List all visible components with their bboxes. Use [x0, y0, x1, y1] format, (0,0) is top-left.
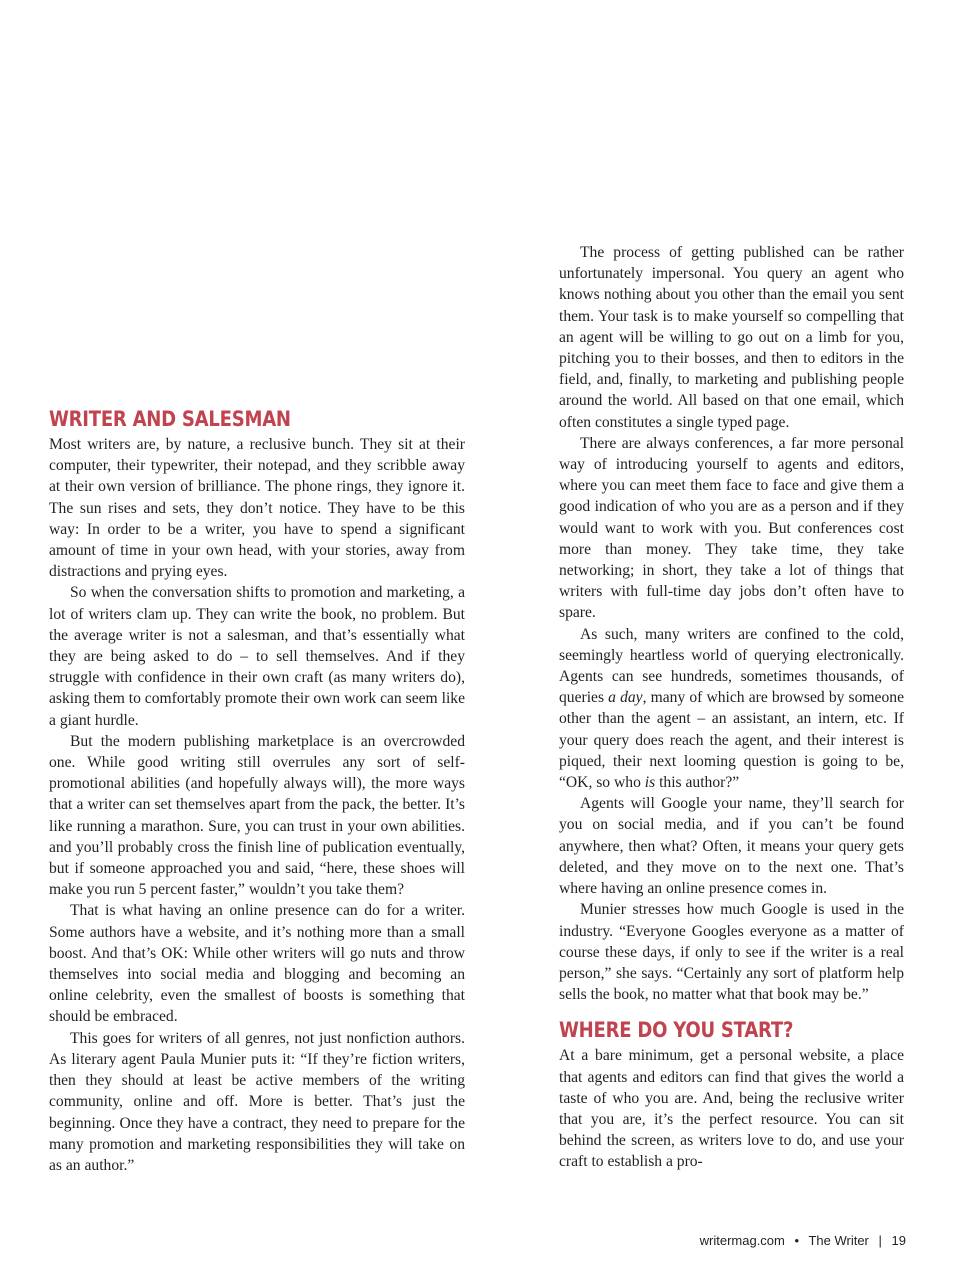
- body-paragraph: But the modern publishing marketplace is an overcrowded one. While good writing still overrules any sort of self-promotional abilities (and hopefully always will), the more ways that a writer can set themselves apart from the pack, the better. It’s like running a marathon. Sure, you can trust in your own abilities. and you’ll probably cross the finish line of publication eventually, but if someone approached you and said, “here, these shoes will make you run 5 percent faster,” wouldn’t you take them?: [49, 732, 465, 899]
- body-paragraph: The process of getting published can be rather unfortunately impersonal. You query an agent who knows nothing about you other than the email you sent them. Your task is to make yourself so compelling that an agent will be willing to go out on a limb for you, pitching you to their bosses, and then to editors in the field, and, finally, to marketing and publishing people around the world. All based on that one email, which often constitutes a single typed page.: [559, 244, 904, 431]
- italic-text: a day: [608, 689, 643, 707]
- pipe-divider: |: [878, 1233, 882, 1248]
- footer-site: writermag.com: [699, 1233, 785, 1248]
- body-paragraph: Most writers are, by nature, a reclusive bunch. They sit at their computer, their typewriter, their notepad, and they scribble away at their own version of brilliance. The phone rings, they ignore it. The sun rises and sets, they don’t notice. They have to be this way: In order to be a writer, you have to spend a significant amount of time in your own head, with your stories, away from distractions and prying eyes.: [49, 436, 465, 581]
- body-paragraph: So when the conversation shifts to promotion and marketing, a lot of writers clam up. They can write the book, no problem. But the average writer is not a salesman, and that’s essentially what they are being asked to do – to sell themselves. And if they struggle with confidence in their own craft (as many writers do), asking them to comfortably promote their own work can seem like a giant hurdle.: [49, 584, 465, 729]
- section-heading-writer-and-salesman: WRITER AND SALESMAN: [49, 407, 291, 431]
- italic-text: is: [644, 774, 656, 792]
- text-run: this author?”: [655, 774, 740, 792]
- section-heading-where-do-you-start: WHERE DO YOU START?: [559, 1018, 794, 1043]
- left-column: [49, 406, 465, 1176]
- body-paragraph: Agents will Google your name, they’ll search for you on social media, and if you can’t be found anywhere, then what? Often, it means your query gets deleted, and they move on to the next one. That’s where having an online presence comes in.: [559, 795, 904, 898]
- page-footer: [700, 1232, 906, 1250]
- text-run: As such, many writers are confined to the cold, seemingly heartless world of querying electronically. Agents can see hundreds, sometimes thousands, of queries: [559, 625, 904, 707]
- body-paragraph: At a bare minimum, get a personal website, a place that agents and editors can find that gives the world a taste of who you are. And, being the reclusive writer that you are, it’s the perfect resource. You can sit behind the screen, as writers love to do, and use your craft to establish a pro-: [559, 1047, 904, 1171]
- right-column: [559, 242, 904, 1173]
- body-paragraph: There are always conferences, a far more personal way of introducing yourself to agents and editors, where you can meet them face to face and give them a good indication of who you are as a person and if they would want to work with you. But conferences cost more than money. They take time, they take networking; in short, they take a lot of things that writers with full-time day jobs don’t often have to spare.: [559, 434, 904, 622]
- body-paragraph: Munier stresses how much Google is used in the industry. “Everyone Googles everyone as a matter of course these days, if only to see if the writer is a real person,” she says. “Certainly any sort of platform help sells the book, no matter what that book may be.”: [559, 901, 904, 1004]
- footer-magazine-name: The Writer: [808, 1233, 869, 1248]
- text-run: , many of which are browsed by someone other than the agent – an assistant, an intern, etc. If your query does reach the agent, and their interest is piqued, their next looming question is going to be, “OK, so who: [559, 689, 904, 792]
- body-paragraph-with-italics: [559, 624, 904, 794]
- body-paragraph: That is what having an online presence can do for a writer. Some authors have a website, and it’s nothing more than a small boost. And that’s OK: While other writers will go nuts and throw themselves into social media and blogging and becoming an online celebrity, even the smallest of boosts is something that should be embraced.: [49, 902, 465, 1026]
- page-number: 19: [891, 1233, 906, 1248]
- body-paragraph: This goes for writers of all genres, not just nonfiction authors. As literary agent Paula Munier puts it: “If they’re fiction writers, then they should at least be active members of the writing community, online and off. More is better. That’s just the beginning. Once they have a contract, they need to prepare for the many promotion and marketing responsibilities they will take on as an author.”: [49, 1029, 465, 1174]
- bullet-separator: •: [794, 1233, 800, 1248]
